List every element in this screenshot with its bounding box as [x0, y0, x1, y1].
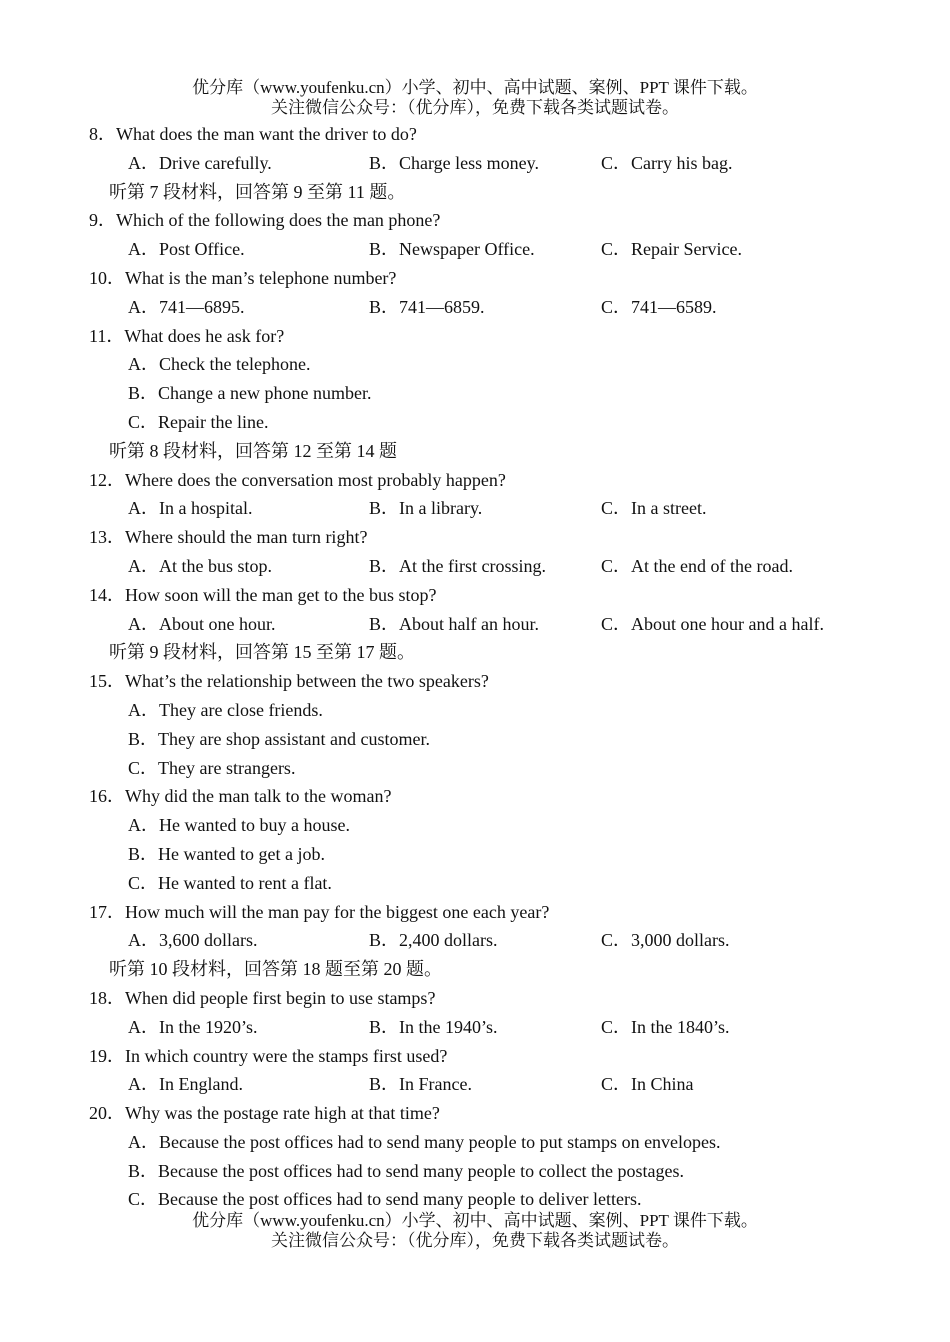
footer-line-1: 优分库（www.youfenku.cn）小学、初中、高中试题、案例、PPT 课件下载。	[192, 1211, 758, 1230]
option-a: A．In the 1920’s.	[128, 1016, 258, 1037]
question-10-options	[0, 293, 950, 322]
option-c: C．About one hour and a half.	[601, 613, 824, 634]
option-b: B．Change a new phone number.	[128, 383, 372, 404]
option-a: A．At the bus stop.	[128, 555, 272, 576]
option-c: C．3,000 dollars.	[601, 930, 730, 951]
option-b: B．In France.	[369, 1074, 472, 1095]
question-20-option-b-row	[0, 1157, 950, 1186]
question-19: 19．In which country were the stamps first used?	[89, 1045, 448, 1066]
option-c: C．In a street.	[601, 498, 707, 519]
option-b: B．He wanted to get a job.	[128, 843, 325, 864]
option-b: B．In the 1940’s.	[369, 1016, 498, 1037]
question-9: 9．Which of the following does the man phone?	[89, 210, 441, 231]
page-header	[0, 78, 950, 118]
question-16-option-a-row	[0, 811, 950, 840]
option-c: C．741—6589.	[601, 296, 717, 317]
question-11-option-c-row	[0, 408, 950, 437]
option-c: C．Repair Service.	[601, 239, 742, 260]
question-13: 13．Where should the man turn right?	[89, 527, 368, 548]
option-a: A．Post Office.	[128, 239, 245, 260]
option-b: B．Because the post offices had to send many people to collect the postages.	[128, 1160, 685, 1181]
question-list	[0, 120, 950, 1214]
option-b: B．In a library.	[369, 498, 483, 519]
question-15: 15．What’s the relationship between the two speakers?	[89, 671, 489, 692]
page-footer	[0, 1211, 950, 1251]
option-a: A．About one hour.	[128, 613, 276, 634]
option-a: A．In a hospital.	[128, 498, 253, 519]
question-20-option-a-row	[0, 1128, 950, 1157]
question-10: 10．What is the man’s telephone number?	[89, 267, 397, 288]
option-b: B．At the first crossing.	[369, 555, 546, 576]
question-16-option-c-row	[0, 869, 950, 898]
header-line-2: 关注微信公众号：（优分库），免费下载各类试题试卷。	[271, 98, 679, 117]
option-b: B．About half an hour.	[369, 613, 539, 634]
option-a: A．In England.	[128, 1074, 243, 1095]
question-19-options	[0, 1070, 950, 1099]
question-12-options	[0, 494, 950, 523]
question-13-options	[0, 552, 950, 581]
option-c: C．They are strangers.	[128, 757, 296, 778]
question-17-options	[0, 926, 950, 955]
option-c: C．In China	[601, 1074, 694, 1095]
option-b: B．Charge less money.	[369, 152, 539, 173]
question-8-options	[0, 149, 950, 178]
option-b: B．2,400 dollars.	[369, 930, 498, 951]
question-16-option-b-row	[0, 840, 950, 869]
option-a: A．Because the post offices had to send many people to put stamps on envelopes.	[128, 1131, 721, 1152]
section-10-instruction: 听第 10 段材料，回答第 18 题至第 20 题。	[109, 959, 442, 980]
question-15-option-b-row	[0, 725, 950, 754]
question-11-option-a-row	[0, 350, 950, 379]
question-15-option-a-row	[0, 696, 950, 725]
question-14-options	[0, 610, 950, 639]
option-a: A．Drive carefully.	[128, 152, 272, 173]
question-18-options	[0, 1013, 950, 1042]
option-c: C．Carry his bag.	[601, 152, 733, 173]
question-16: 16．Why did the man talk to the woman?	[89, 786, 392, 807]
option-b: B．Newspaper Office.	[369, 239, 535, 260]
option-a: A．741—6895.	[128, 296, 245, 317]
option-a: A．Check the telephone.	[128, 354, 311, 375]
option-b: B．They are shop assistant and customer.	[128, 728, 430, 749]
question-18: 18．When did people first begin to use stamps?	[89, 987, 436, 1008]
section-8-instruction: 听第 8 段材料，回答第 12 至第 14 题	[109, 440, 397, 461]
section-9-instruction: 听第 9 段材料，回答第 15 至第 17 题。	[109, 642, 415, 663]
option-c: C．He wanted to rent a flat.	[128, 872, 332, 893]
question-8: 8．What does the man want the driver to do?	[89, 124, 417, 144]
option-c: C．In the 1840’s.	[601, 1016, 730, 1037]
option-a: A．3,600 dollars.	[128, 930, 258, 951]
option-b: B．741—6859.	[369, 296, 485, 317]
footer-line-2: 关注微信公众号：（优分库），免费下载各类试题试卷。	[271, 1231, 679, 1250]
question-14: 14．How soon will the man get to the bus stop?	[89, 584, 437, 605]
question-20: 20．Why was the postage rate high at that time?	[89, 1103, 440, 1124]
question-9-options	[0, 235, 950, 264]
question-15-option-c-row	[0, 754, 950, 783]
question-17: 17．How much will the man pay for the biggest one each year?	[89, 901, 550, 922]
header-line-1: 优分库（www.youfenku.cn）小学、初中、高中试题、案例、PPT 课件下载。	[192, 78, 758, 97]
option-c: C．Repair the line.	[128, 411, 269, 432]
section-7-instruction: 听第 7 段材料，回答第 9 至第 11 题。	[109, 181, 406, 202]
question-20-option-c-row	[0, 1185, 950, 1214]
question-11: 11．What does he ask for?	[89, 325, 285, 346]
option-a: A．They are close friends.	[128, 699, 323, 720]
option-c: C．Because the post offices had to send many people to deliver letters.	[128, 1189, 642, 1210]
question-11-option-b-row	[0, 379, 950, 408]
option-a: A．He wanted to buy a house.	[128, 815, 350, 836]
option-c: C．At the end of the road.	[601, 555, 793, 576]
question-12: 12．Where does the conversation most probably happen?	[89, 469, 506, 490]
